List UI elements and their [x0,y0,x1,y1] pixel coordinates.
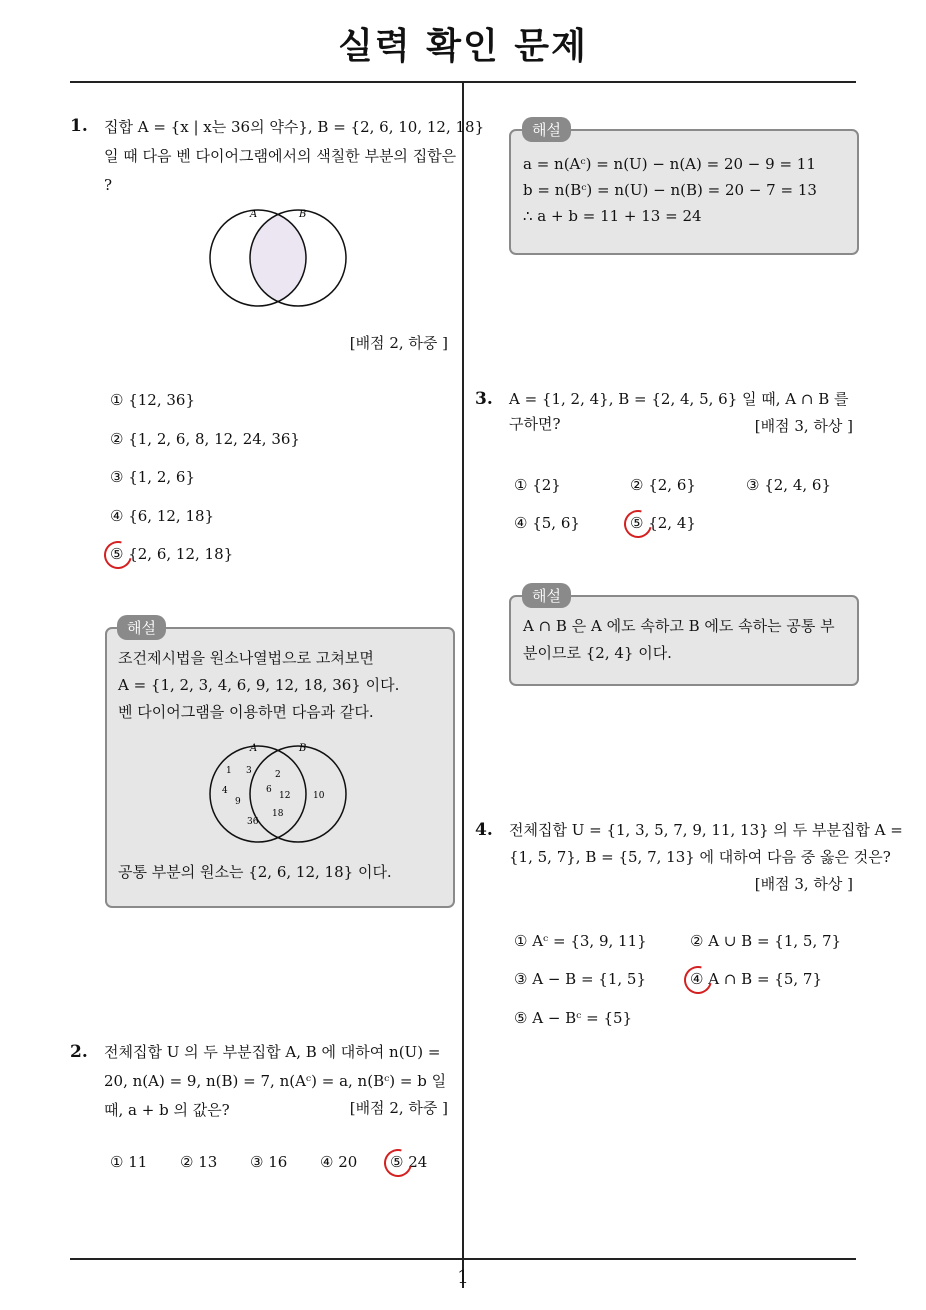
solution-text-line: A ∩ B 은 A 에도 속하고 B 에도 속하는 공통 부 [523,617,835,635]
question-meta: [배점 3, 하상 ] [754,875,853,893]
choice-1[interactable]: ① {12, 36} [110,391,196,409]
question-number: 2. [70,1042,88,1062]
question-text-line: 집합 A = {x | x는 36의 약수}, B = {2, 6, 10, 12, 18} [104,118,485,136]
choice-2[interactable]: ② {2, 6} [630,476,696,494]
question-meta: [배점 2, 하중 ] [349,334,448,352]
venn-diagram [200,200,360,312]
solution-text-line: A = {1, 2, 3, 4, 6, 9, 12, 18, 36} 이다. [118,676,400,694]
solution-tag: 해설 [522,583,571,608]
choice-3[interactable]: ③ {1, 2, 6} [110,468,196,486]
choice-4[interactable]: ④ A ∩ B = {5, 7} [690,970,822,988]
choice-3[interactable]: ③ 16 [250,1153,288,1171]
choice-1[interactable]: ① Aᶜ = {3, 9, 11} [514,932,647,950]
solution-tag: 해설 [117,615,166,640]
venn-element: 6 [266,785,272,795]
choice-2[interactable]: ② A ∪ B = {1, 5, 7} [690,932,842,950]
venn-element: 1 [226,766,232,776]
choice-1[interactable]: ① {2} [514,476,561,494]
solution-text-line: 벤 다이어그램을 이용하면 다음과 같다. [118,703,374,721]
page-number: 1 [457,1267,469,1288]
venn-label-b: B [299,743,307,754]
venn-element: 3 [246,766,252,776]
solution-text-line: a = n(Aᶜ) = n(U) − n(A) = 20 − 9 = 11 [523,155,816,173]
venn-diagram-solution [200,736,360,848]
column-divider [462,82,464,1288]
question-text-line: 때, a + b 의 값은? [104,1101,230,1119]
venn-element: 4 [222,786,228,796]
choice-3[interactable]: ③ A − B = {1, 5} [514,970,646,988]
choice-5[interactable]: ⑤ {2, 4} [630,514,696,532]
venn-element: 36 [247,817,259,827]
venn-element: 18 [272,809,284,819]
answer-mark [99,536,137,574]
venn-element: 9 [235,797,241,807]
choice-5[interactable]: ⑤ A − Bᶜ = {5} [514,1009,633,1027]
question-text-line: 구하면? [509,415,561,433]
question-text-line: ? [104,176,113,194]
choice-4[interactable]: ④ 20 [320,1153,358,1171]
question-text-line: {1, 5, 7}, B = {5, 7, 13} 에 대하여 다음 중 옳은 것은? [509,848,891,866]
venn-label-a: A [250,743,258,754]
choice-5[interactable]: ⑤ {2, 6, 12, 18} [110,545,234,563]
solution-tag: 해설 [522,117,571,142]
choice-4[interactable]: ④ {5, 6} [514,514,580,532]
answer-mark [619,505,657,543]
page-title: 실력 확인 문제 [338,26,588,67]
footer-rule [70,1258,856,1260]
choice-2[interactable]: ② {1, 2, 6, 8, 12, 24, 36} [110,430,300,448]
choice-3[interactable]: ③ {2, 4, 6} [746,476,832,494]
choice-1[interactable]: ① 11 [110,1153,148,1171]
choice-5[interactable]: ⑤ 24 [390,1153,428,1171]
solution-text-line: 분이므로 {2, 4} 이다. [523,644,672,662]
venn-set-b [250,746,346,842]
choice-4[interactable]: ④ {6, 12, 18} [110,507,215,525]
answer-mark [679,961,717,999]
question-meta: [배점 3, 하상 ] [754,417,853,435]
question-text-line: 전체집합 U = {1, 3, 5, 7, 9, 11, 13} 의 두 부분집합 A = [509,821,903,839]
venn-label-b: B [299,209,307,220]
question-meta: [배점 2, 하중 ] [349,1099,448,1117]
question-text-line: A = {1, 2, 4}, B = {2, 4, 5, 6} 일 때, A ∩ B 를 [509,390,849,408]
solution-text-line: 조건제시법을 원소나열법으로 고쳐보면 [118,649,374,667]
solution-text-line: b = n(Bᶜ) = n(U) − n(B) = 20 − 7 = 13 [523,181,817,199]
question-number: 1. [70,116,88,136]
venn-label-a: A [250,209,258,220]
venn-element: 10 [313,791,325,801]
answer-mark [379,1144,417,1182]
question-text-line: 일 때 다음 벤 다이어그램에서의 색칠한 부분의 집합은 [104,147,457,165]
choice-2[interactable]: ② 13 [180,1153,218,1171]
question-number: 4. [475,820,493,840]
venn-element: 2 [275,770,281,780]
question-text-line: 전체집합 U 의 두 부분집합 A, B 에 대하여 n(U) = [104,1043,441,1061]
question-number: 3. [475,389,493,409]
venn-element: 12 [279,791,291,801]
solution-text-line: ∴ a + b = 11 + 13 = 24 [523,207,702,225]
question-text-line: 20, n(A) = 9, n(B) = 7, n(Aᶜ) = a, n(Bᶜ) = b 일 [104,1072,447,1090]
solution-text-line: 공통 부분의 원소는 {2, 6, 12, 18} 이다. [118,863,392,881]
